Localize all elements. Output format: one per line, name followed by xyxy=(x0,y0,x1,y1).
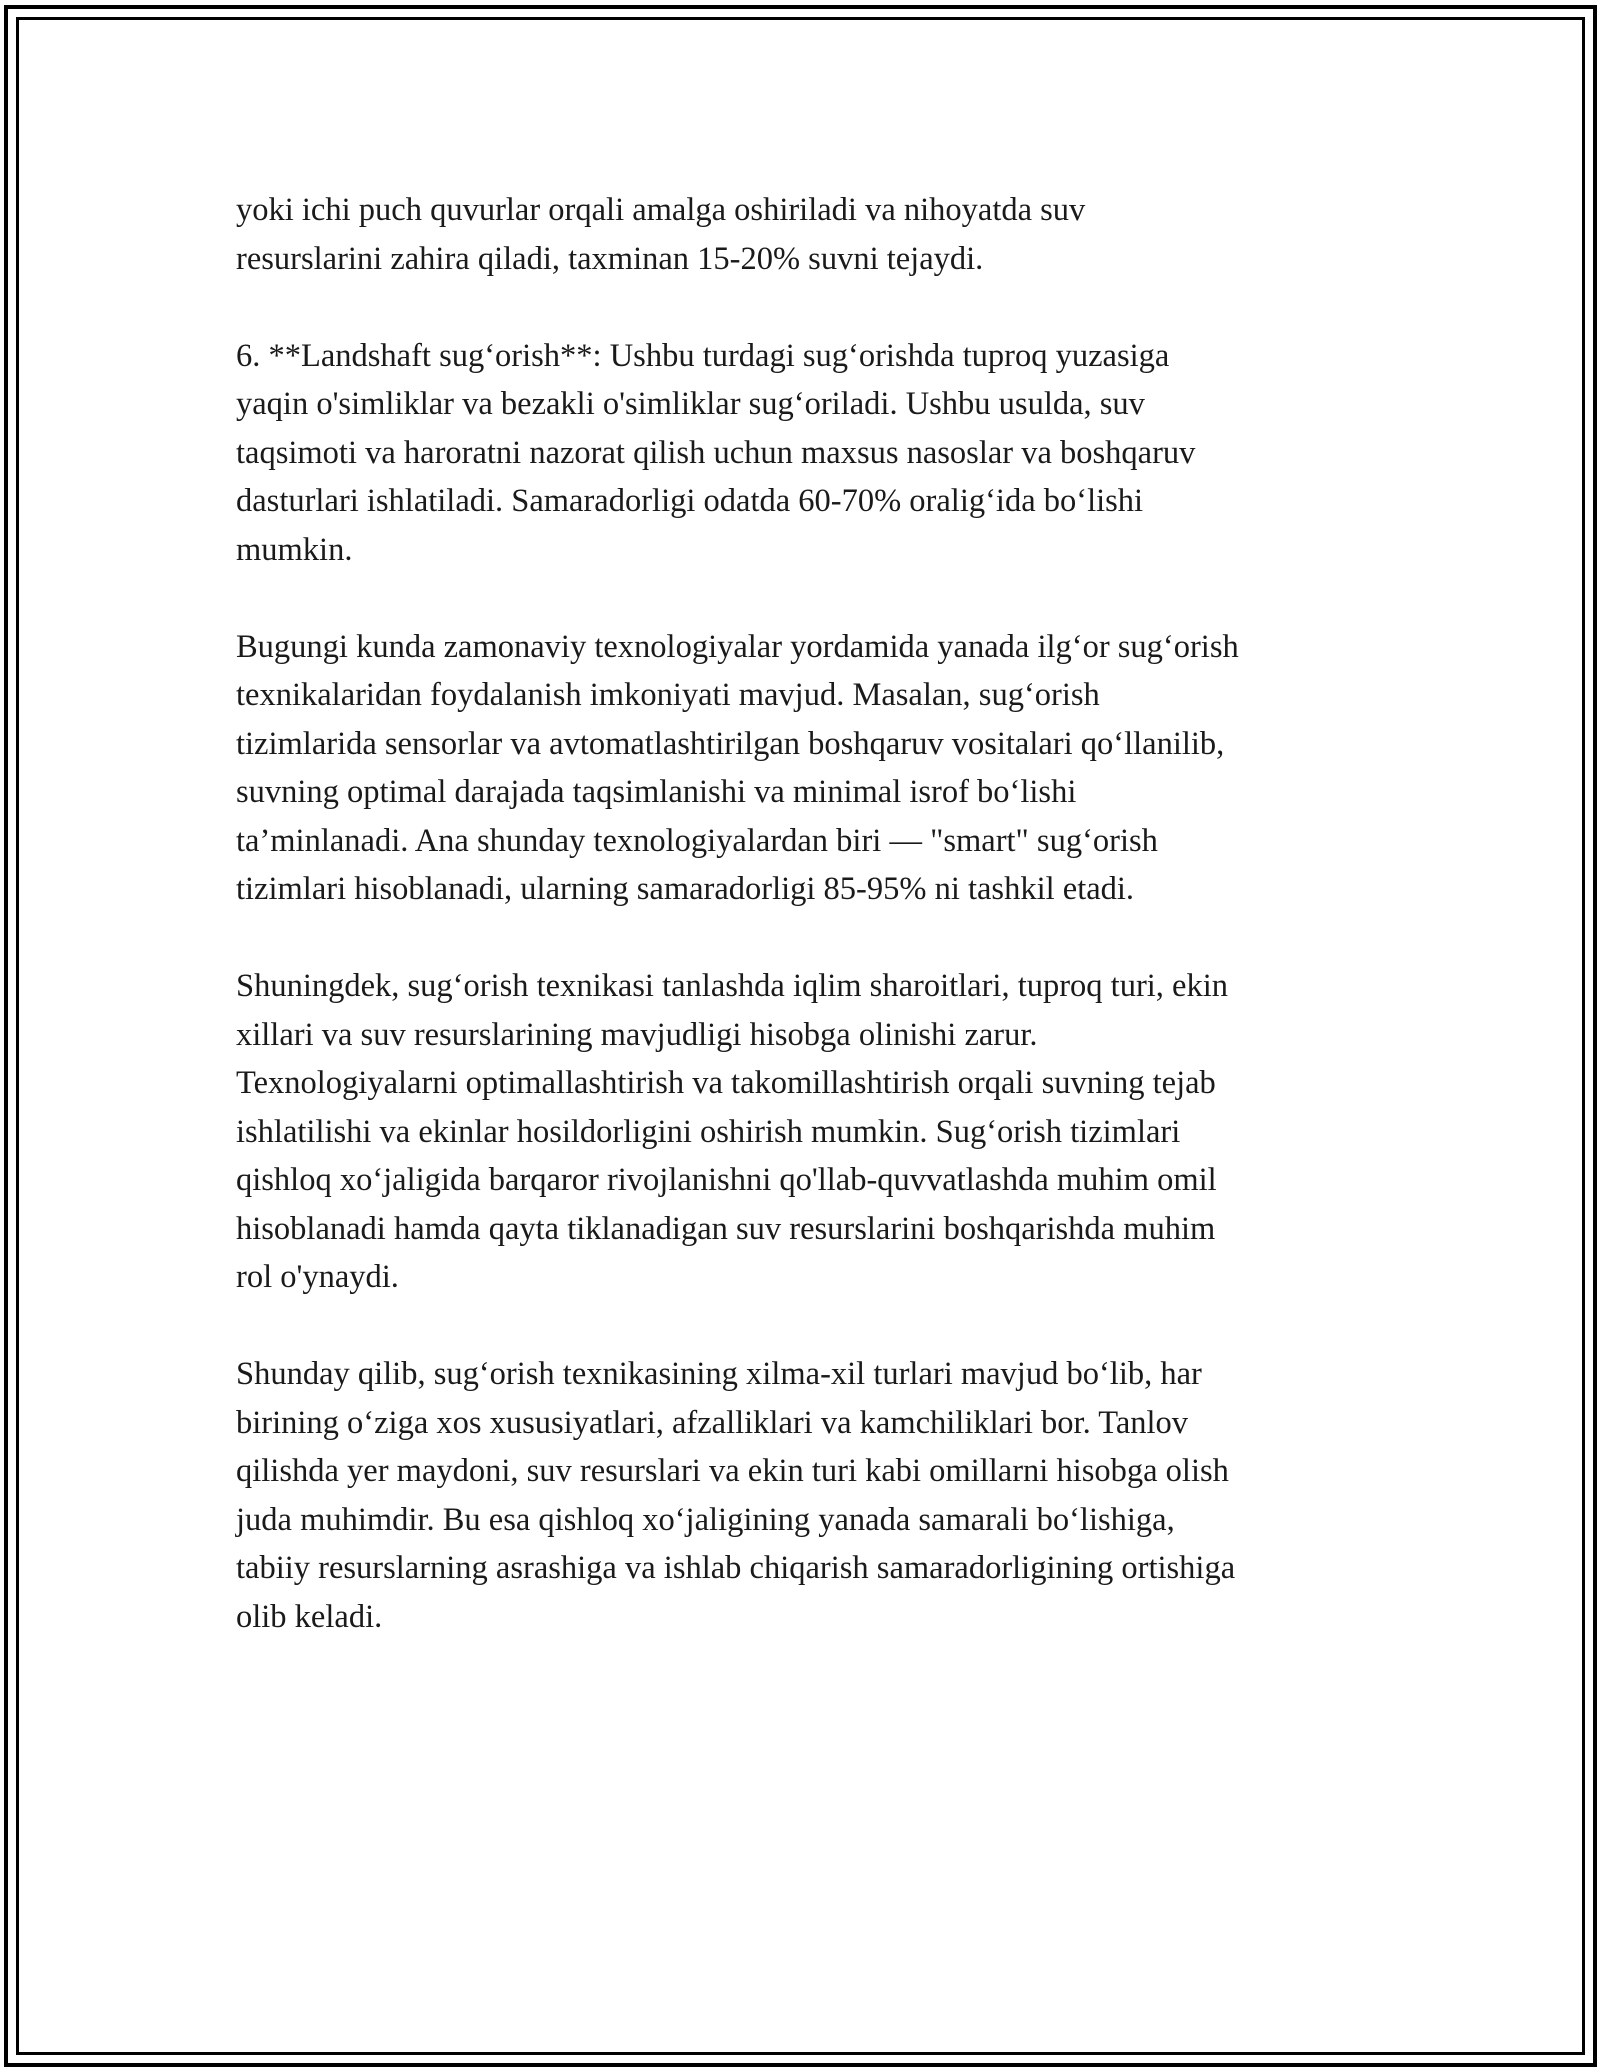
text-line: suvning optimal darajada taqsimlanishi va minimal isrof bo‘lishi xyxy=(236,774,1077,810)
paragraph-modern-technologies xyxy=(236,623,1376,914)
text-line: olib keladi. xyxy=(236,1598,383,1635)
text-line: qishloq xo‘jaligida barqaror rivojlanishni qo'llab-quvvatlashda muhim omil xyxy=(236,1162,1217,1198)
paragraph-conclusion xyxy=(236,1350,1376,1641)
text-line: ishlatilishi va ekinlar hosildorligini oshirish mumkin. Sug‘orish tizimlari xyxy=(236,1113,1181,1150)
text-line: taqsimoti va haroratni nazorat qilish uchun maxsus nasoslar va boshqaruv xyxy=(236,434,1196,471)
text-line: Shunday qilib, sug‘orish texnikasining xilma-xil turlari mavjud bo‘lib, har xyxy=(236,1356,1202,1392)
text-line: tizimlari hisoblanadi, ularning samaradorligi 85-95% ni tashkil etadi. xyxy=(236,871,1135,907)
text-line: yaqin o'simliklar va bezakli o'simliklar sug‘oriladi. Ushbu usulda, suv xyxy=(236,386,1145,422)
text-line: Texnologiyalarni optimallashtirish va takomillashtirish orqali suvning tejab xyxy=(236,1065,1216,1101)
text-line: resurslarini zahira qiladi, taxminan 15-20% suvni tejaydi. xyxy=(236,240,984,277)
text-line: juda muhimdir. Bu esa qishloq xo‘jaligining yanada samarali bo‘lishiga, xyxy=(236,1501,1175,1538)
text-line: qilishda yer maydoni, suv resurslari va ekin turi kabi omillarni hisobga olish xyxy=(236,1453,1229,1489)
text-line: Shuningdek, sug‘orish texnikasi tanlashda iqlim sharoitlari, tuproq turi, ekin xyxy=(236,968,1229,1004)
text-line: yoki ichi puch quvurlar orqali amalga oshiriladi va nihoyatda suv xyxy=(236,192,1086,228)
text-line: ta’minlanadi. Ana shunday texnologiyalardan biri — "smart" sug‘orish xyxy=(236,822,1158,859)
text-line: 6. **Landshaft sug‘orish**: Ushbu turdagi sug‘orishda tuproq yuzasiga xyxy=(236,337,1170,374)
text-line: tabiiy resurslarning asrashiga va ishlab chiqarish samaradorligining ortishiga xyxy=(236,1550,1236,1586)
paragraph-irrigation-continuation xyxy=(236,186,1376,283)
text-line: xillari va suv resurslarining mavjudligi hisobga olinishi zarur. xyxy=(236,1016,1038,1053)
text-line: texnikalaridan foydalanish imkoniyati mavjud. Masalan, sug‘orish xyxy=(236,677,1100,713)
paragraph-selection-factors xyxy=(236,962,1376,1302)
paragraph-landscape-irrigation xyxy=(236,332,1376,575)
text-line: dasturlari ishlatiladi. Samaradorligi odatda 60-70% oralig‘ida bo‘lishi xyxy=(236,483,1144,519)
text-line: mumkin. xyxy=(236,531,353,568)
text-line: rol o'ynaydi. xyxy=(236,1259,399,1295)
document-body xyxy=(236,186,1376,1690)
text-line: hisoblanadi hamda qayta tiklanadigan suv resurslarini boshqarishda muhim xyxy=(236,1210,1216,1247)
text-line: tizimlarida sensorlar va avtomatlashtirilgan boshqaruv vositalari qo‘llanilib, xyxy=(236,725,1225,762)
text-line: Bugungi kunda zamonaviy texnologiyalar yordamida yanada ilg‘or sug‘orish xyxy=(236,628,1239,665)
text-line: birining o‘ziga xos xususiyatlari, afzalliklari va kamchiliklari bor. Tanlov xyxy=(236,1404,1189,1441)
